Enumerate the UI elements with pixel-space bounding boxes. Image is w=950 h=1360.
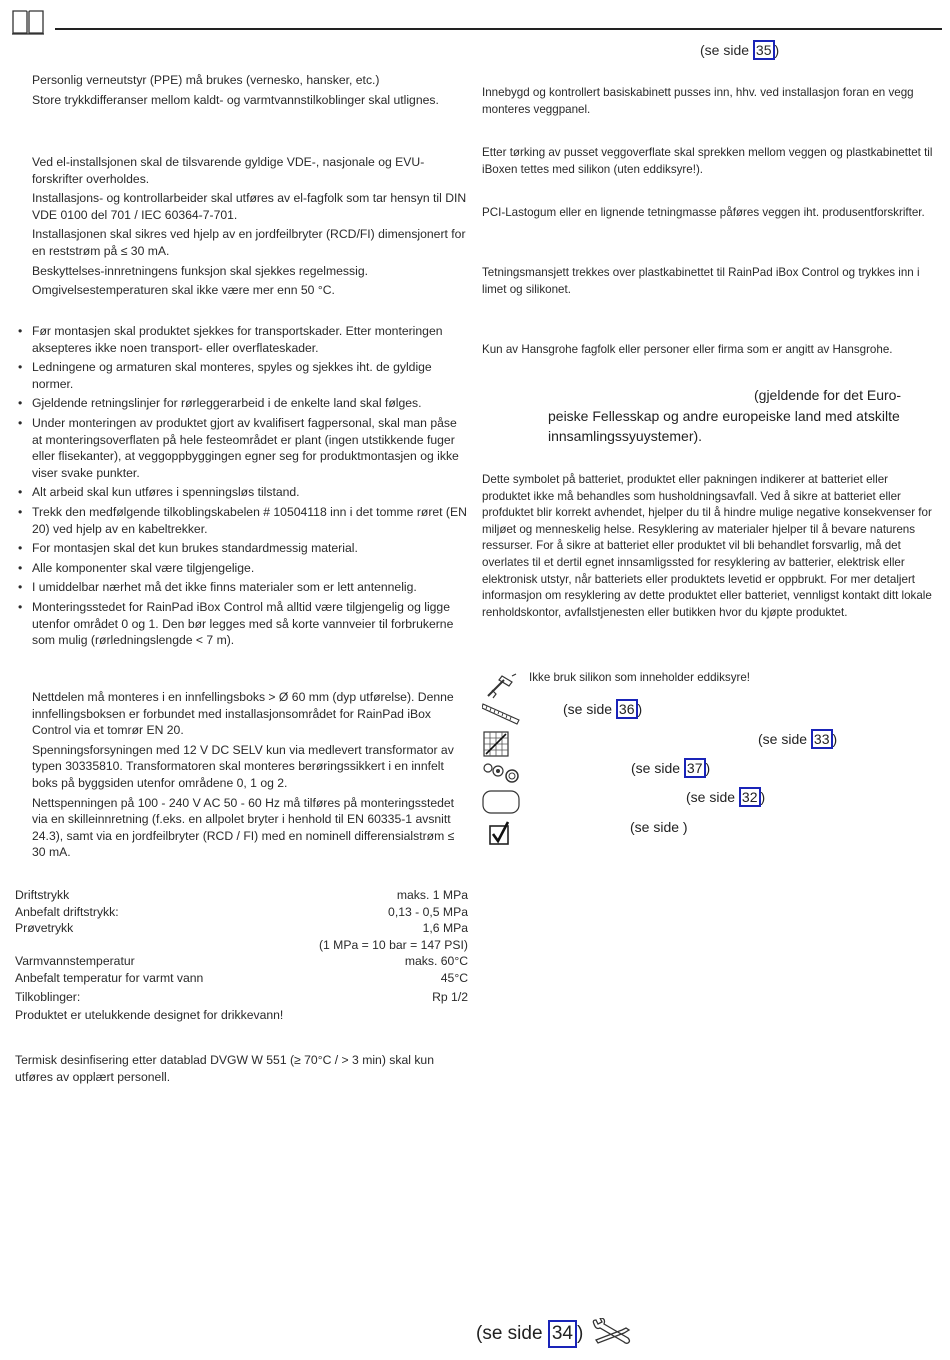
grid-tile-icon [482,730,518,756]
rounded-box-icon [482,789,518,815]
list-item: • Alle komponenter skal være tilgjengelige. [32,560,468,577]
eu-line: innsamlingssyuystemer). [548,428,703,444]
pressure-line: Store trykkdifferanser mellom kaldt- og varmtvannstilkoblinger skal utlignes. [32,92,439,107]
header-rule [55,28,942,30]
list-item: • Under monteringen av produktet gjort av kvalifisert fagpersonal, skal man påse at monteringsoverflaten på hele festeområdet er plant (ingen utstikkende fuger eller flisekanter), at veggoppbyggingen egner seg for produktmontasjen og ikke viser svake punkter. [32,415,468,481]
spec-row: Varmvannstemperatur maks. 60°C [15,954,468,969]
silicone-gun-icon [482,672,518,698]
book-icon [11,8,45,41]
dry-text: Etter tørking av pusset veggoverflate skal sprekken mellom veggen og plastkabinettet til iBoxen tettes med silikon (uten eddiksyre!). [482,146,933,176]
list-item: • Ledningene og armaturen skal monteres, spyles og sjekkes iht. de gyldige normer. [32,359,468,392]
power-item: Spenningsforsyningen med 12 V DC SELV kun via medlevert transformator av typen 30335810. Transformatoren skal monteres berøringssikkert i en innfelt boks på byggsiden utenfor områdene 0, 1 og 2. [32,742,454,790]
silicone-warning: Ikke bruk silikon som inneholder eddiksyre! [529,671,751,684]
power-item: Nettdelen må monteres i en innfellingsboks > Ø 60 mm (dyp utførelse). Denne innfellingsboksen er forbundet med installasjonsområdet for RainPad iBox Control via et tomrør EN 20. [32,690,454,738]
cabinet-text: Innebygd og kontrollert basiskabinett pusses inn, hhv. ved installasjon foran en vegg monteres veggpanel. [482,86,914,116]
parts-page-ref: (se side 37 ) [631,760,711,776]
page-link-33[interactable]: 33 [811,729,833,749]
electrical-item: Ved el-installsjonen skal de tilsvarende gyldige VDE-, nasjonale og EVU-forskrifter overholdes. [32,155,425,186]
eu-note [548,385,938,447]
list-item: • Før montasjen skal produktet sjekkes for transportskader. Etter monteringen aksepteres ikke noen transport- eller overflateskader. [32,323,468,356]
list-item: • I umiddelbar nærhet må det ikke finns materialer som er lett antennelig. [32,579,468,596]
drinking-water-note: Produktet er utelukkende designet for drikkevann! [15,1008,284,1023]
battery-text: Dette symbolet på batteriet, produktet eller pakningen indikerer at batteriet eller produktet ikke må behandles som husholdningsavfall. Ved å sikre at batteriet eller profduktet blir korrekt avhendet, hjelper du til å hindre mulige negative konsekvenser for miljøet og menneskelig helse. Resyklering av materialer hjelper til å bevare naturens ressurser. For å sikre at batteriet eller produktet vil bli behandlet forsvarlig, må det overlates til et dertil egnet innsamligssted for resyklering av batterier, elektrisk eller elektronisk utstyr, når batteriets eller produktets levetid er oppbrukt. For mer detaljert informasjon om resyklering av dette produktet eller batteriet, vennligst kontakt ditt lokale renholdskontor, avfallstjenesten eller butikken hvor du kjøpte produktet. [482,473,932,619]
spec-row: Anbefalt temperatur for varmt vann 45°C [15,970,468,985]
checkbox-checked-icon [482,820,518,846]
spec-row: Tilkoblinger: Rp 1/2 [15,989,468,1004]
eu-line: peiske Fellesskap og andre europeiske land med atskilte [548,407,900,424]
spec-row: Driftstrykk maks. 1 MPa [15,888,468,902]
power-item: Nettspenningen på 100 - 240 V AC 50 - 60 Hz må tilføres på monteringsstedet via en skilleinnretning (f.eks. en allpolet bryter i henhold til EN 60335-1 avsnitt 24.3), samt via en jordfeilbryter (RCD / FI) med en nominell differensialstrøm ≤ 30 mA. [32,795,455,860]
ppe-line: Personlig verneutstyr (PPE) må brukes (vernesko, hansker, etc.) [32,73,380,87]
ruler-icon [482,700,518,726]
power-section [32,689,468,864]
pci-text: PCI-Lastogum eller en lignende tetningmasse påføres veggen iht. produsentforskrifter. [482,206,925,219]
sleeve-text: Tetningsmansjett trekkes over plastkabinettet til RainPad iBox Control og trykkes inn i limet og silikonet. [482,266,920,296]
list-item: • Monteringsstedet for RainPad iBox Control må alltid være tilgjengelig og ligge utenfor området 0 og 1. Den bør legges med så korte vannveier til forbrukerne som mulig (rørledningslengde < 7 m). [32,599,468,649]
eu-line: (gjeldende for det Euro- [754,387,902,403]
thermal-note: Termisk desinfisering etter datablad DVGW W 551 (≥ 70°C / > 3 min) skal kun utføres av opplært personell. [15,1053,434,1084]
ppe-section [32,72,472,111]
grid-page-ref: (se side 33 ) [758,731,838,747]
hansgrohe-text: Kun av Hansgrohe fagfolk eller personer eller firma som er angitt av Hansgrohe. [482,343,893,356]
specs-table [15,887,468,1024]
page-link-32[interactable]: 32 [739,787,761,807]
spec-row: Prøvetrykk 1,6 MPa [15,921,468,936]
list-item: • For montasjen skal det kun brukes standardmessig material. [32,540,468,557]
check-page-ref: (se side ) [630,819,688,835]
electrical-section [32,154,468,302]
list-item: • Trekk den medfølgende tilkoblingskabelen # 10504118 inn i det tomme røret (EN 20) ved hjelp av en kabeltrekker. [32,504,468,537]
list-item: • Alt arbeid skal kun utføres i spenningsløs tilstand. [32,484,468,501]
spec-row: (1 MPa = 10 bar = 147 PSI) [318,937,468,952]
electrical-item: Omgivelsestemperaturen skal ikke være mer enn 50 °C. [32,283,335,298]
electrical-item: Installasjons- og kontrollarbeider skal utføres av el-fagfolk som tar hensyn til DIN VDE 0100 del 701 / IEC 60364-7-701. [32,191,467,222]
mounting-section [14,323,468,652]
parts-icon [482,760,518,786]
page-link-36[interactable]: 36 [616,699,638,719]
ruler-page-ref: (se side 36 ) [563,701,643,717]
oval-page-ref: (se side 32 ) [686,789,766,805]
wrench-screwdriver-icon [590,1318,632,1351]
footer-page-ref: (se side 34 ) [476,1320,583,1348]
electrical-item: Beskyttelses-innretningens funksjon skal sjekkes regelmessig. [32,263,368,278]
page-link-34[interactable]: 34 [548,1320,577,1348]
spec-row: Anbefalt driftstrykk: 0,13 - 0,5 MPa [15,904,468,919]
list-item: • Gjeldende retningslinjer for rørleggerarbeid i de enkelte land skal følges. [32,395,468,412]
electrical-item: Installasjonen skal sikres ved hjelp av en jordfeilbryter (RCD/FI) dimensjonert for en reststrøm på ≤ 30 mA. [32,227,466,258]
header-page-ref: (se side 35 ) [700,42,780,58]
mounting-list [14,323,468,649]
page-link-37[interactable]: 37 [684,758,706,778]
page-link-35[interactable]: 35 [753,40,775,60]
